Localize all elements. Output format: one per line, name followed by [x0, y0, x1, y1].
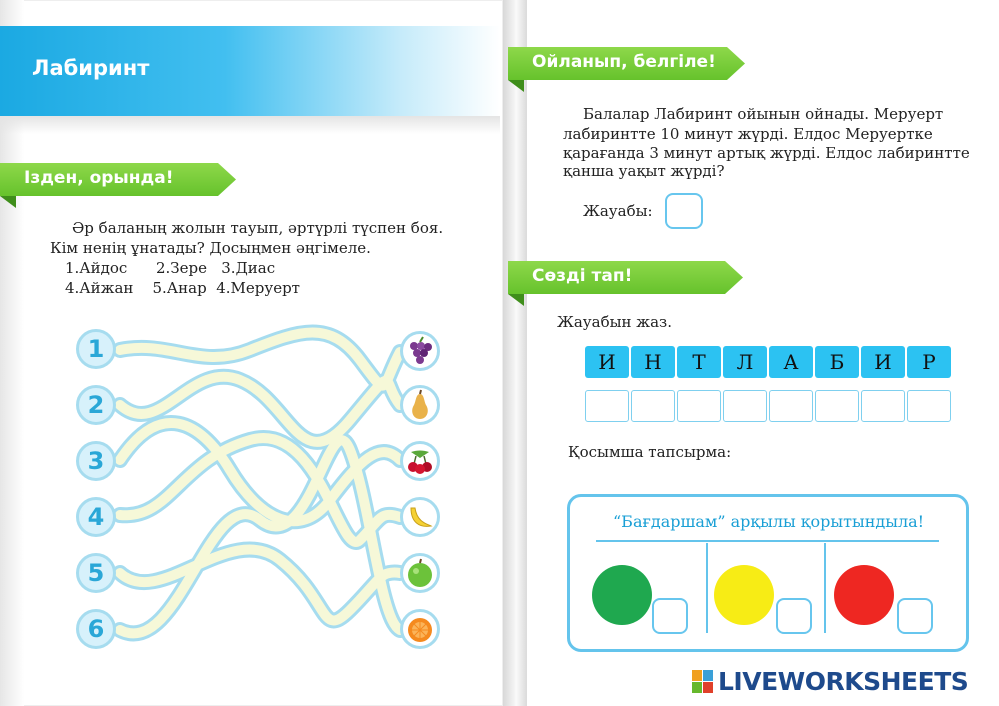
maze-number-2: 2 [76, 385, 116, 425]
write-answer-label: Жауабын жаз. [557, 313, 672, 331]
orange-icon [400, 609, 440, 649]
answer-label: Жауабы: [583, 202, 653, 220]
book-gutter [503, 0, 527, 706]
problem-line-2: лабиринтте 10 минут жүрді. Елдос Меруертке [563, 125, 933, 143]
green-light [592, 565, 652, 625]
letter-cell-5: А [769, 346, 813, 378]
word-input-cell-4[interactable] [723, 390, 767, 422]
names-row-1: 1.Айдос 2.Зере 3.Диас [65, 259, 276, 277]
traffic-light-title: “Бағдаршам” арқылы қорытындыла! [613, 512, 925, 531]
word-input-cell-7[interactable] [861, 390, 905, 422]
instruction-line-2: Кім ненің ұнатады? Досыңмен әңгімеле. [50, 239, 371, 257]
answer-input-box[interactable] [665, 193, 703, 229]
extra-task-label: Қосымша тапсырма: [568, 443, 732, 461]
maze-number-1: 1 [76, 329, 116, 369]
section-ribbon-think [508, 47, 745, 80]
traffic-light-separator-1 [706, 543, 708, 633]
problem-line-4: қанша уақыт жүрді? [563, 162, 725, 180]
letter-cell-8: Р [907, 346, 951, 378]
word-input-cell-6[interactable] [815, 390, 859, 422]
section-label-find-word: Сөзді тап! [532, 266, 633, 286]
letter-cell-4: Л [723, 346, 767, 378]
letter-cell-3: Т [677, 346, 721, 378]
maze-number-6: 6 [76, 609, 116, 649]
pear-icon [400, 385, 440, 425]
banana-icon [400, 497, 440, 537]
letter-cell-7: И [861, 346, 905, 378]
word-input-cell-1[interactable] [585, 390, 629, 422]
red-light-checkbox[interactable] [897, 598, 933, 634]
traffic-light-divider [596, 540, 939, 542]
section-label-think: Ойланып, белгіле! [532, 52, 716, 72]
problem-line-1: Балалар Лабиринт ойынын ойнады. Меруерт [583, 105, 944, 123]
word-input-cell-5[interactable] [769, 390, 813, 422]
apple-icon [400, 553, 440, 593]
word-input-cell-2[interactable] [631, 390, 675, 422]
letter-cell-2: Н [631, 346, 675, 378]
page-title: Лабиринт [32, 56, 150, 80]
section-label-search: Ізден, орында! [24, 168, 174, 188]
maze-number-4: 4 [76, 497, 116, 537]
names-row-2: 4.Айжан 5.Анар 4.Меруерт [65, 279, 300, 297]
red-light [834, 565, 894, 625]
word-input-cell-3[interactable] [677, 390, 721, 422]
section-ribbon-find-word [508, 261, 743, 294]
instruction-line-1: Әр баланың жолын тауып, әртүрлі түспен боя. [72, 219, 444, 237]
green-light-checkbox[interactable] [652, 598, 688, 634]
letter-cell-6: Б [815, 346, 859, 378]
yellow-light-checkbox[interactable] [776, 598, 812, 634]
traffic-light-separator-2 [824, 543, 826, 633]
maze-number-5: 5 [76, 553, 116, 593]
liveworksheets-logo-icon [692, 670, 714, 694]
liveworksheets-logo: LIVEWORKSHEETS [718, 667, 969, 696]
problem-line-3: қарағанда 3 минут артық жүрді. Елдос лабиринтте [563, 144, 970, 162]
word-input-cell-8[interactable] [907, 390, 951, 422]
cherries-icon [400, 441, 440, 481]
grapes-icon [400, 331, 440, 371]
letter-cell-1: И [585, 346, 629, 378]
maze-number-3: 3 [76, 441, 116, 481]
yellow-light [714, 565, 774, 625]
